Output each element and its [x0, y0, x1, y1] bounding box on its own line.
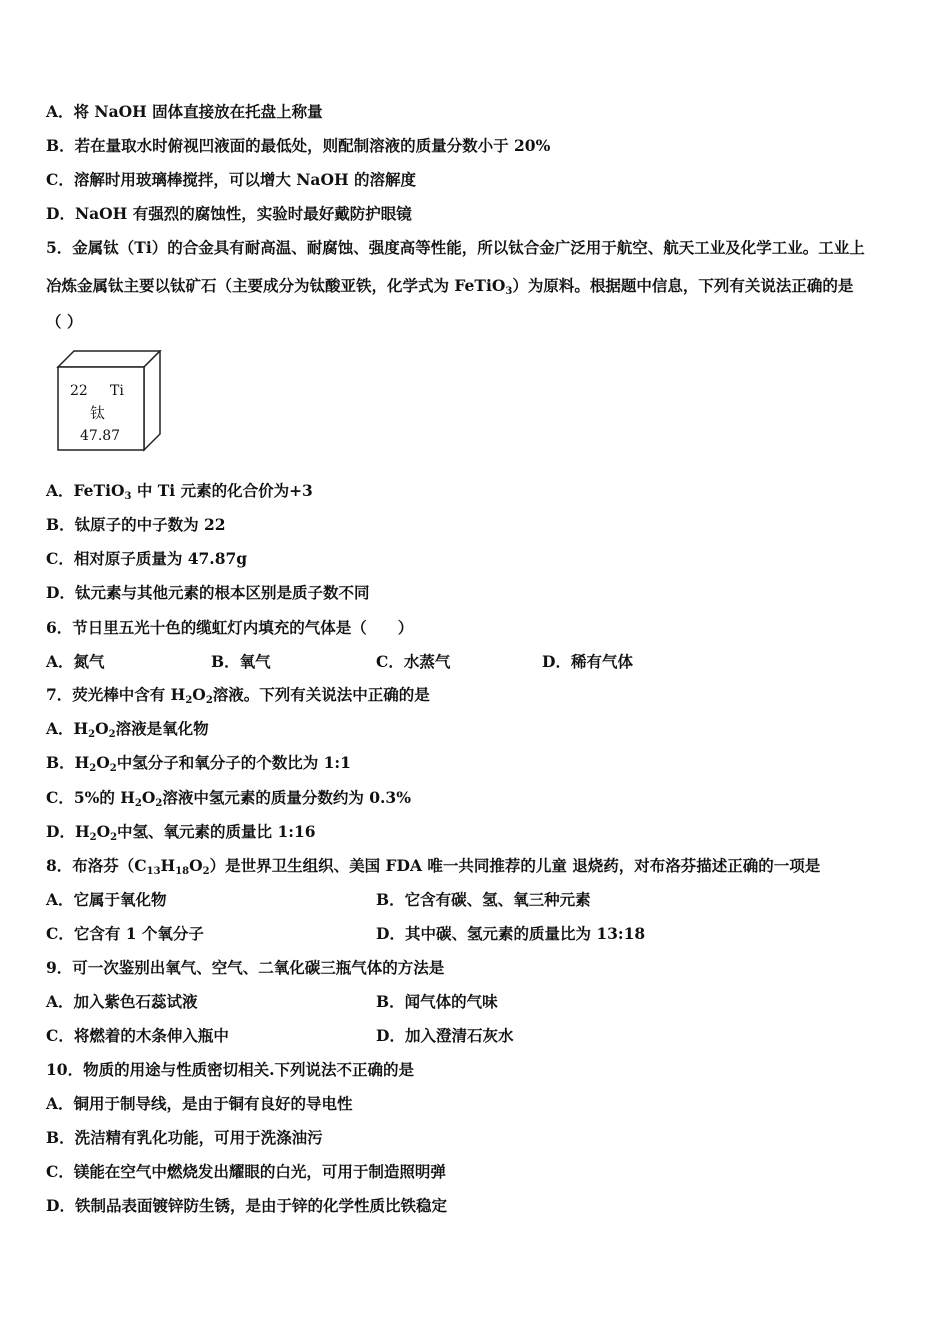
- q8-sub2: 2: [202, 866, 210, 877]
- q7-option-a: [46, 719, 209, 745]
- q5-option-a-sub: 3: [124, 491, 132, 502]
- q4-option-a: A．将 NaOH 固体直接放在托盘上称量: [46, 102, 323, 121]
- q7-option-d: [46, 822, 316, 848]
- q7-a-sub1: 2: [88, 729, 96, 740]
- q5-stem-line2: [46, 276, 853, 302]
- q8-option-b: B．它含有碳、氢、氧三种元素: [376, 890, 591, 909]
- q7-a-label: A．H: [46, 719, 89, 738]
- q7-c-o: O: [141, 788, 156, 807]
- q5-option-a: [46, 481, 313, 507]
- element-box-titanium: [56, 350, 162, 452]
- q5-stem-line2-post: ）为原料。根据题中信息，下列有关说法正确的是: [512, 276, 854, 295]
- q8-stem-post: ）是世界卫生组织、美国 FDA 唯一共同推荐的儿童 退烧药，对布洛芬描述正确的一项是: [209, 856, 821, 875]
- q7-b-label: B．H: [46, 753, 90, 772]
- element-atomic-mass: 47.87: [80, 428, 121, 444]
- q6-stem: 6．节日里五光十色的缆虹灯内填充的气体是（ ）: [46, 618, 414, 637]
- q8-option-c: C．它含有 1 个氧分子: [46, 924, 204, 943]
- q10-option-a: A．铜用于制导线，是由于铜有良好的导电性: [46, 1094, 353, 1113]
- q8-options-row1: [46, 890, 906, 910]
- q5-stem-line2-pre: 冶炼金属钛主要以钛矿石（主要成分为钛酸亚铁，化学式为 FeTiO: [46, 276, 506, 295]
- q8-option-d: D．其中碳、氢元素的质量比为 13:18: [376, 924, 646, 943]
- element-symbol: Ti: [110, 383, 124, 399]
- q4-option-d: D．NaOH 有强烈的腐蚀性，实验时最好戴防护眼镜: [46, 204, 412, 223]
- q6-option-d: D．稀有气体: [542, 652, 633, 671]
- q7-c-post: 溶液中氢元素的质量分数约为 0.3%: [162, 788, 411, 807]
- q8-options-row2: [46, 924, 906, 944]
- q10-option-c: C．镁能在空气中燃烧发出耀眼的白光，可用于制造照明弹: [46, 1162, 446, 1181]
- q6-option-a: A．氮气: [46, 652, 105, 671]
- q4-option-c: C．溶解时用玻璃棒搅拌，可以增大 NaOH 的溶解度: [46, 170, 416, 189]
- q7-b-o: O: [96, 753, 110, 772]
- q7-b-sub1: 2: [89, 763, 97, 774]
- q5-option-d: D．钛元素与其他元素的根本区别是质子数不同: [46, 583, 370, 602]
- q5-stem-line1: 5．金属钛（Ti）的合金具有耐高温、耐腐蚀、强度高等性能，所以钛合金广泛用于航空、航天工业及化学工业。工业上: [46, 238, 865, 257]
- q7-stem-sub2: 2: [205, 695, 213, 706]
- q7-c-sub1: 2: [134, 798, 142, 809]
- element-name: 钛: [90, 404, 106, 422]
- q7-option-b: [46, 753, 351, 779]
- q8-option-a: A．它属于氧化物: [46, 890, 167, 909]
- q5-option-b: B．钛原子的中子数为 22: [46, 515, 226, 534]
- q9-option-d: D．加入澄清石灰水: [376, 1026, 514, 1045]
- q8-h: H: [160, 856, 176, 875]
- q7-b-post: 中氢分子和氧分子的个数比为 1:1: [116, 753, 351, 772]
- q7-d-sub1: 2: [89, 832, 97, 843]
- q6-option-c: C．水蒸气: [376, 652, 451, 671]
- q9-option-c: C．将燃着的木条伸入瓶中: [46, 1026, 229, 1045]
- q9-option-b: B．闻气体的气味: [376, 992, 498, 1011]
- q7-stem-post: 溶液。下列有关说法中正确的是: [212, 685, 430, 704]
- q7-d-label: D．H: [46, 822, 90, 841]
- q7-stem-pre: 7．荧光棒中含有 H: [46, 685, 186, 704]
- q8-sub13: 13: [146, 866, 161, 877]
- q10-option-b: B．洗洁精有乳化功能，可用于洗涤油污: [46, 1128, 323, 1147]
- q7-d-o: O: [96, 822, 111, 841]
- q5-option-a-pre: A．FeTiO: [46, 481, 125, 500]
- q9-options-row1: [46, 992, 906, 1012]
- q5-option-a-post: 中 Ti 元素的化合价为+3: [131, 481, 313, 500]
- q7-c-sub2: 2: [155, 798, 163, 809]
- q6-options: [46, 652, 906, 672]
- q7-stem-o: O: [192, 685, 206, 704]
- q10-stem: 10．物质的用途与性质密切相关.下列说法不正确的是: [46, 1060, 414, 1079]
- q4-option-b: B．若在量取水时俯视凹液面的最低处，则配制溶液的质量分数小于 20%: [46, 136, 551, 155]
- q7-d-post: 中氢、氧元素的质量比 1:16: [117, 822, 316, 841]
- q7-stem-sub1: 2: [185, 695, 193, 706]
- q7-a-sub2: 2: [108, 729, 116, 740]
- q9-options-row2: [46, 1026, 906, 1046]
- q8-stem-pre: 8．布洛芬（C: [46, 856, 147, 875]
- q8-o: O: [189, 856, 203, 875]
- q5-option-c: C．相对原子质量为 47.87g: [46, 549, 248, 568]
- q8-stem: [46, 856, 820, 882]
- q7-a-post: 溶液是氧化物: [115, 719, 209, 738]
- q5-stem-line2-sub: 3: [505, 286, 513, 297]
- q7-stem: [46, 685, 430, 711]
- q7-a-o: O: [95, 719, 109, 738]
- q9-stem: 9．可一次鉴别出氧气、空气、二氧化碳三瓶气体的方法是: [46, 958, 445, 977]
- q6-option-b: B．氧气: [211, 652, 271, 671]
- q7-d-sub2: 2: [110, 832, 118, 843]
- q7-option-c: [46, 788, 411, 814]
- element-atomic-number: 22: [70, 383, 88, 399]
- q10-option-d: D．铁制品表面镀锌防生锈，是由于锌的化学性质比铁稳定: [46, 1196, 447, 1215]
- q9-option-a: A．加入紫色石蕊试液: [46, 992, 198, 1011]
- q5-stem-line3: （ ）: [46, 312, 83, 331]
- q7-c-pre: C．5%的 H: [46, 788, 135, 807]
- q7-b-sub2: 2: [109, 763, 117, 774]
- q8-sub18: 18: [175, 866, 190, 877]
